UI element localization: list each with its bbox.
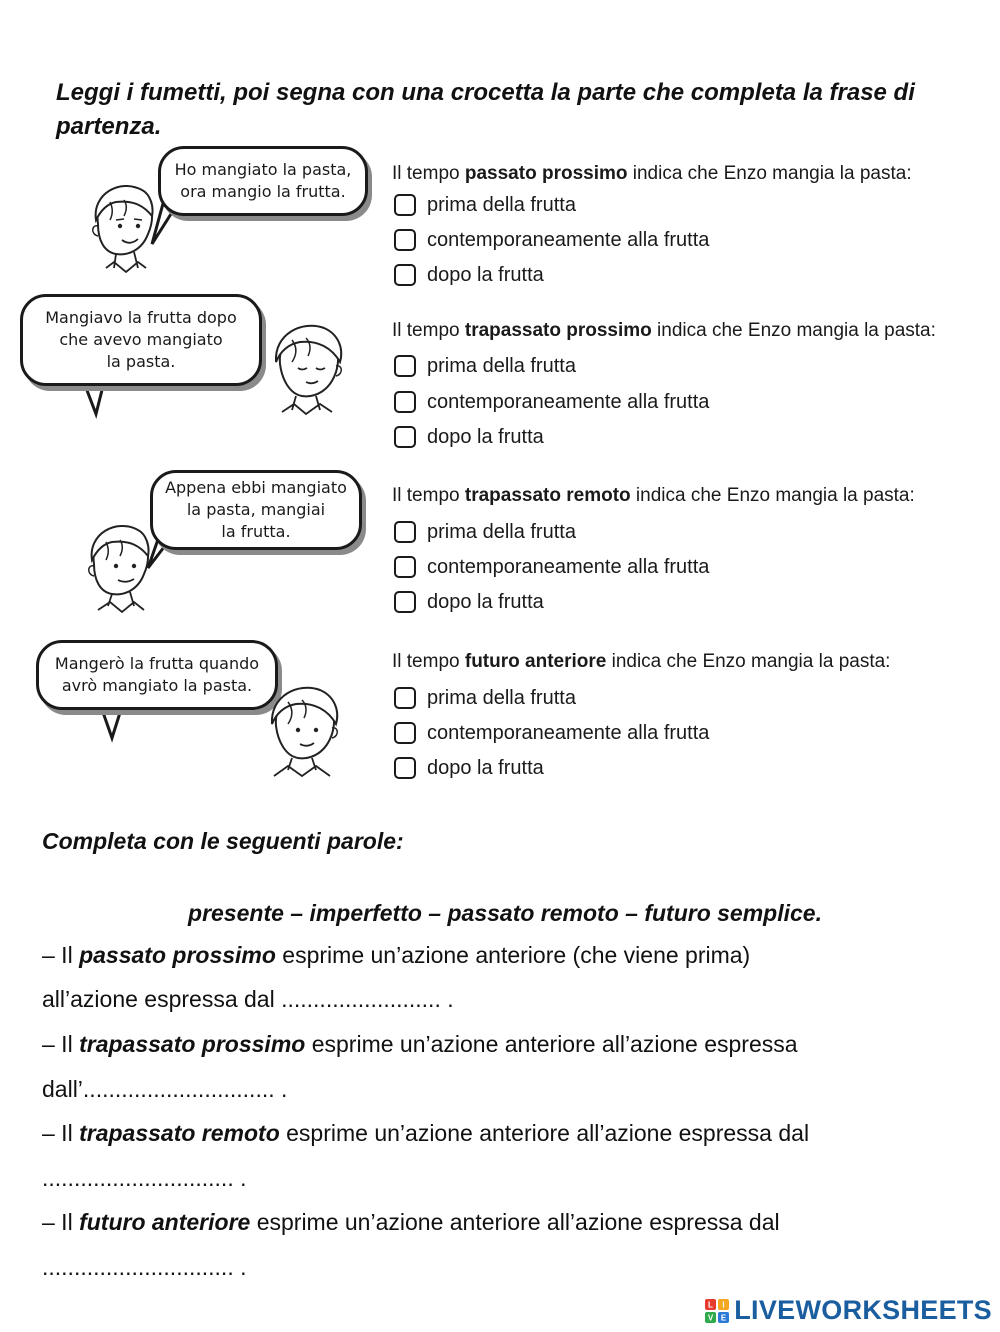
checkbox[interactable] xyxy=(394,687,416,709)
liveworksheets-logo xyxy=(704,1295,992,1326)
checkbox[interactable] xyxy=(394,521,416,543)
svg-text:I: I xyxy=(722,1300,725,1309)
option-label: prima della frutta xyxy=(427,354,576,377)
question-2: Il tempo trapassato prossimo indica che Enzo mangia la pasta: xyxy=(392,320,936,341)
sentence-line: – Il futuro anteriore esprime un’azione anteriore all’azione espressa dal xyxy=(42,1209,780,1235)
option-row xyxy=(394,389,709,415)
option-row xyxy=(394,192,576,218)
option-label: contemporaneamente alla frutta xyxy=(427,721,710,744)
tense-term: trapassato remoto xyxy=(79,1120,280,1146)
option-row xyxy=(394,424,544,450)
option-label: dopo la frutta xyxy=(427,756,544,779)
speech-bubble-4: Mangerò la frutta quando avrò mangiato la pasta. xyxy=(36,640,278,710)
fill-blank-line[interactable]: .............................. . xyxy=(42,1165,247,1191)
option-label: contemporaneamente alla frutta xyxy=(427,555,710,578)
speech-bubble-1: Ho mangiato la pasta, ora mangio la frutta. xyxy=(158,146,368,216)
fill-blank-line[interactable]: all’azione espressa dal ......................... . xyxy=(42,986,454,1012)
option-label: prima della frutta xyxy=(427,686,576,709)
tense-term: futuro anteriore xyxy=(79,1209,251,1235)
fill-blank-line[interactable]: dall’.............................. . xyxy=(42,1076,288,1102)
question-1: Il tempo passato prossimo indica che Enzo mangia la pasta: xyxy=(392,163,912,184)
option-row xyxy=(394,755,544,781)
fill-blank-line[interactable]: .............................. . xyxy=(42,1254,247,1280)
checkbox[interactable] xyxy=(394,355,416,377)
tense-name: futuro anteriore xyxy=(464,651,607,672)
speech-bubble-3: Appena ebbi mangiato la pasta, mangiai la frutta. xyxy=(150,470,362,550)
svg-text:V: V xyxy=(708,1313,714,1322)
svg-text:E: E xyxy=(721,1313,727,1322)
option-label: dopo la frutta xyxy=(427,590,544,613)
checkbox[interactable] xyxy=(394,391,416,413)
question-4: Il tempo futuro anteriore indica che Enzo mangia la pasta: xyxy=(392,651,891,672)
option-label: dopo la frutta xyxy=(427,425,544,448)
option-row xyxy=(394,262,544,288)
tense-term: trapassato prossimo xyxy=(79,1031,306,1057)
boy-illustration-4 xyxy=(258,680,350,780)
option-row xyxy=(394,519,576,545)
option-row xyxy=(394,227,709,253)
word-list: presente – imperfetto – passato remoto – futuro semplice. xyxy=(188,900,822,926)
tense-name: trapassato prossimo xyxy=(464,320,652,341)
speech-bubble-2: Mangiavo la frutta dopo che avevo mangiato la pasta. xyxy=(20,294,262,386)
checkbox[interactable] xyxy=(394,591,416,613)
boy-illustration-2 xyxy=(262,318,354,418)
option-label: contemporaneamente alla frutta xyxy=(427,390,710,413)
sentence-line: – Il passato prossimo esprime un’azione anteriore (che viene prima) xyxy=(42,942,751,968)
tense-name: trapassato remoto xyxy=(464,485,631,506)
option-row xyxy=(394,554,709,580)
option-row xyxy=(394,589,544,615)
checkbox[interactable] xyxy=(394,757,416,779)
checkbox[interactable] xyxy=(394,229,416,251)
watermark-text: LIVEWORKSHEETS xyxy=(734,1295,992,1325)
checkbox[interactable] xyxy=(394,722,416,744)
option-label: contemporaneamente alla frutta xyxy=(427,228,710,251)
checkbox[interactable] xyxy=(394,194,416,216)
option-row xyxy=(394,353,576,379)
option-row xyxy=(394,720,709,746)
sentence-line: – Il trapassato remoto esprime un’azione anteriore all’azione espressa dal xyxy=(42,1120,810,1146)
svg-text:L: L xyxy=(708,1300,714,1309)
checkbox[interactable] xyxy=(394,264,416,286)
option-row xyxy=(394,685,576,711)
checkbox[interactable] xyxy=(394,426,416,448)
checkbox[interactable] xyxy=(394,556,416,578)
option-label: prima della frutta xyxy=(427,520,576,543)
section2-heading: Completa con le seguenti parole: xyxy=(42,828,404,854)
sentence-line: – Il trapassato prossimo esprime un’azione anteriore all’azione espressa xyxy=(42,1031,798,1057)
option-label: dopo la frutta xyxy=(427,263,544,286)
option-label: prima della frutta xyxy=(427,193,576,216)
tense-name: passato prossimo xyxy=(464,163,628,184)
question-3: Il tempo trapassato remoto indica che Enzo mangia la pasta: xyxy=(392,485,915,506)
instructions-heading: Leggi i fumetti, poi segna con una crocetta la parte che completa la frase di partenza. xyxy=(56,79,915,140)
tense-term: passato prossimo xyxy=(79,942,276,968)
liveworksheets-icon xyxy=(704,1298,730,1324)
